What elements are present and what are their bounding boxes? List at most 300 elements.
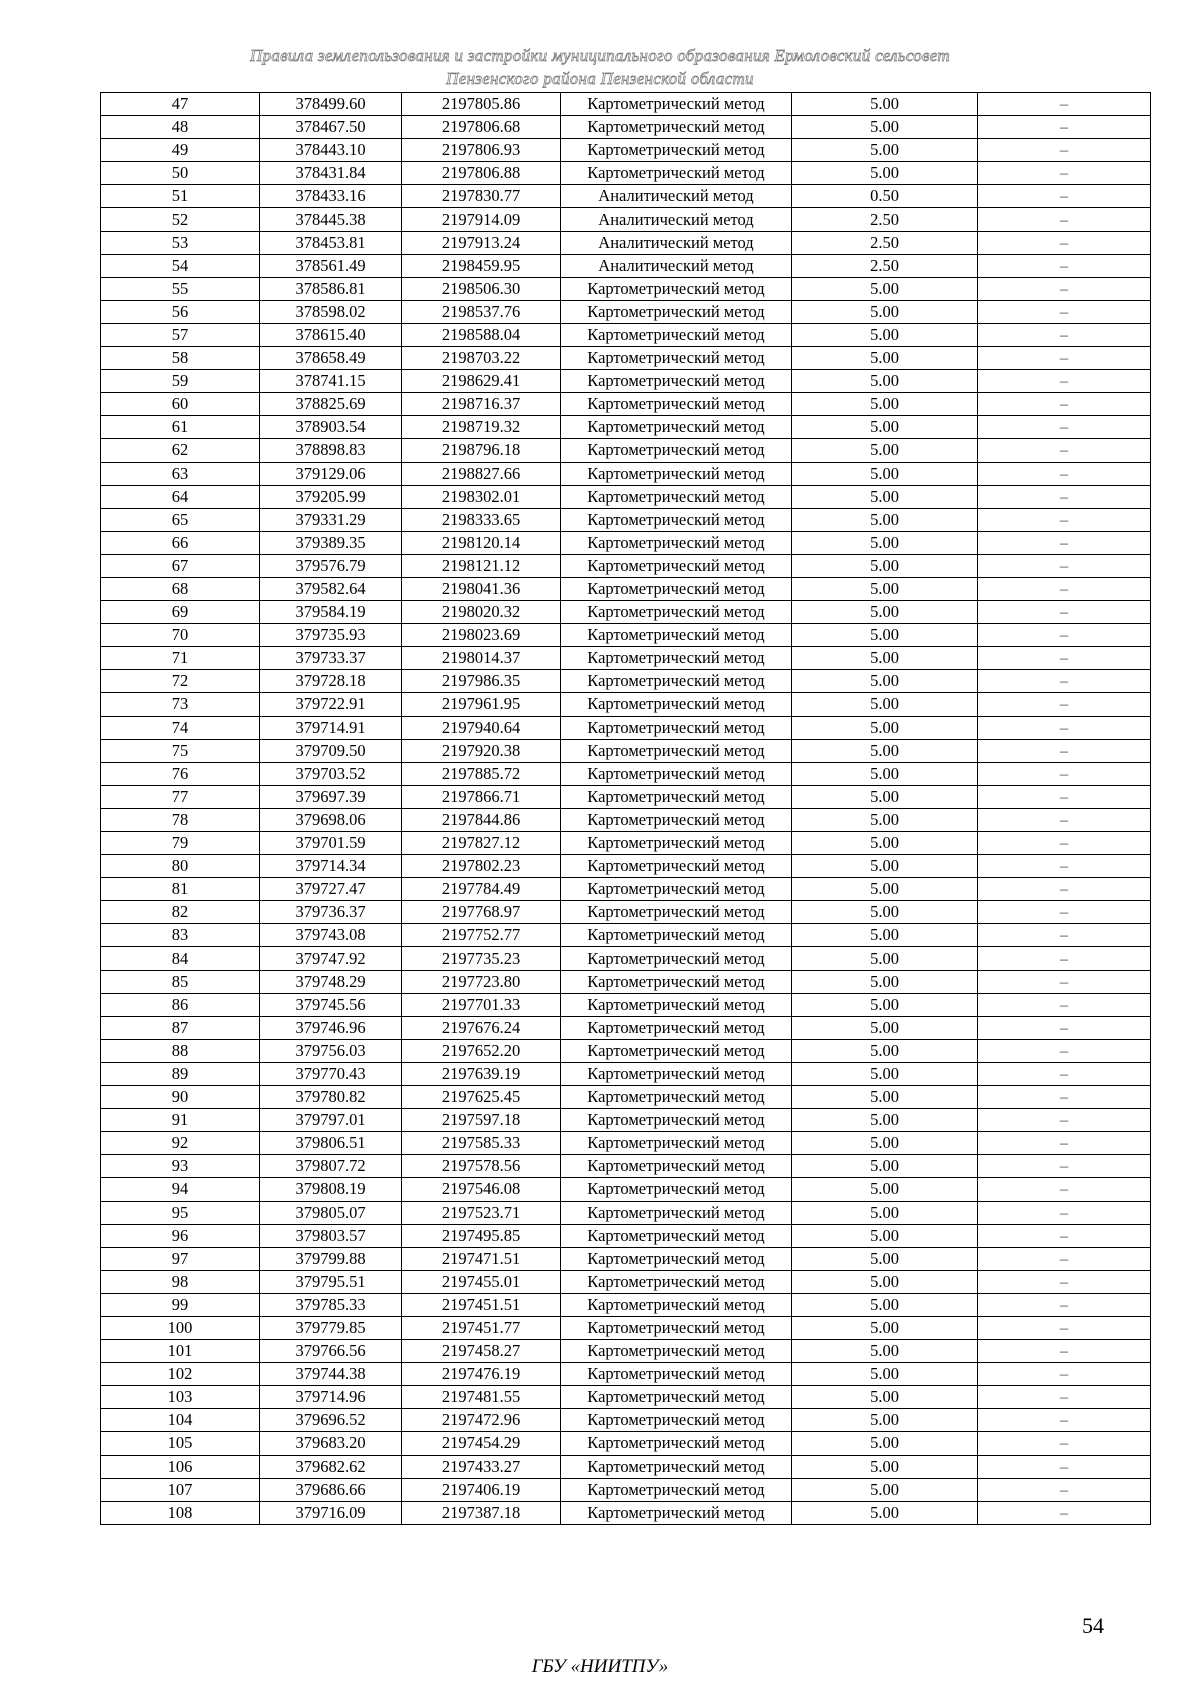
table-row	[101, 716, 1151, 739]
accuracy-cell: 5.00	[792, 1270, 978, 1293]
accuracy-cell: 5.00	[792, 485, 978, 508]
y-coordinate-cell: 2198121.12	[402, 554, 561, 577]
x-coordinate-cell: 378467.50	[260, 116, 402, 139]
point-number-cell: 101	[101, 1340, 260, 1363]
accuracy-cell: 5.00	[792, 139, 978, 162]
x-coordinate-cell: 379722.91	[260, 693, 402, 716]
note-cell: –	[978, 716, 1151, 739]
accuracy-cell: 5.00	[792, 1039, 978, 1062]
table-row	[101, 670, 1151, 693]
table-row	[101, 231, 1151, 254]
x-coordinate-cell: 379746.96	[260, 1016, 402, 1039]
table-row	[101, 1293, 1151, 1316]
method-cell: Картометрический метод	[561, 1478, 792, 1501]
point-number-cell: 90	[101, 1086, 260, 1109]
point-number-cell: 83	[101, 924, 260, 947]
accuracy-cell: 2.50	[792, 231, 978, 254]
y-coordinate-cell: 2197806.88	[402, 162, 561, 185]
y-coordinate-cell: 2197546.08	[402, 1178, 561, 1201]
accuracy-cell: 5.00	[792, 808, 978, 831]
y-coordinate-cell: 2197578.56	[402, 1155, 561, 1178]
accuracy-cell: 5.00	[792, 993, 978, 1016]
accuracy-cell: 5.00	[792, 462, 978, 485]
method-cell: Картометрический метод	[561, 554, 792, 577]
method-cell: Картометрический метод	[561, 416, 792, 439]
table-row	[101, 439, 1151, 462]
accuracy-cell: 5.00	[792, 601, 978, 624]
table-row	[101, 1270, 1151, 1293]
y-coordinate-cell: 2198506.30	[402, 277, 561, 300]
point-number-cell: 71	[101, 647, 260, 670]
accuracy-cell: 5.00	[792, 393, 978, 416]
x-coordinate-cell: 379714.96	[260, 1386, 402, 1409]
point-number-cell: 86	[101, 993, 260, 1016]
accuracy-cell: 5.00	[792, 370, 978, 393]
table-row	[101, 347, 1151, 370]
note-cell: –	[978, 462, 1151, 485]
method-cell: Картометрический метод	[561, 1224, 792, 1247]
method-cell: Картометрический метод	[561, 1247, 792, 1270]
note-cell: –	[978, 416, 1151, 439]
table-row	[101, 1501, 1151, 1524]
x-coordinate-cell: 378433.16	[260, 185, 402, 208]
table-row	[101, 162, 1151, 185]
y-coordinate-cell: 2198719.32	[402, 416, 561, 439]
note-cell: –	[978, 93, 1151, 116]
method-cell: Картометрический метод	[561, 300, 792, 323]
header-line-1: Правила землепользования и застройки муниципального образования Ермоловский сельсовет	[250, 46, 950, 65]
accuracy-cell: 5.00	[792, 832, 978, 855]
point-number-cell: 53	[101, 231, 260, 254]
y-coordinate-cell: 2197802.23	[402, 855, 561, 878]
point-number-cell: 52	[101, 208, 260, 231]
method-cell: Картометрический метод	[561, 1270, 792, 1293]
table-row	[101, 1432, 1151, 1455]
accuracy-cell: 5.00	[792, 1247, 978, 1270]
method-cell: Картометрический метод	[561, 1039, 792, 1062]
note-cell: –	[978, 855, 1151, 878]
x-coordinate-cell: 378443.10	[260, 139, 402, 162]
note-cell: –	[978, 485, 1151, 508]
note-cell: –	[978, 531, 1151, 554]
point-number-cell: 49	[101, 139, 260, 162]
y-coordinate-cell: 2197784.49	[402, 878, 561, 901]
note-cell: –	[978, 1363, 1151, 1386]
method-cell: Аналитический метод	[561, 231, 792, 254]
table-row	[101, 855, 1151, 878]
y-coordinate-cell: 2197885.72	[402, 762, 561, 785]
note-cell: –	[978, 970, 1151, 993]
y-coordinate-cell: 2197458.27	[402, 1340, 561, 1363]
point-number-cell: 87	[101, 1016, 260, 1039]
y-coordinate-cell: 2197585.33	[402, 1132, 561, 1155]
y-coordinate-cell: 2198020.32	[402, 601, 561, 624]
y-coordinate-cell: 2197639.19	[402, 1062, 561, 1085]
method-cell: Картометрический метод	[561, 1316, 792, 1339]
x-coordinate-cell: 379736.37	[260, 901, 402, 924]
table-row	[101, 1016, 1151, 1039]
note-cell: –	[978, 1432, 1151, 1455]
note-cell: –	[978, 1409, 1151, 1432]
point-number-cell: 88	[101, 1039, 260, 1062]
note-cell: –	[978, 832, 1151, 855]
point-number-cell: 75	[101, 739, 260, 762]
note-cell: –	[978, 601, 1151, 624]
x-coordinate-cell: 378431.84	[260, 162, 402, 185]
note-cell: –	[978, 739, 1151, 762]
note-cell: –	[978, 1201, 1151, 1224]
accuracy-cell: 5.00	[792, 1501, 978, 1524]
note-cell: –	[978, 808, 1151, 831]
note-cell: –	[978, 300, 1151, 323]
accuracy-cell: 5.00	[792, 716, 978, 739]
x-coordinate-cell: 379716.09	[260, 1501, 402, 1524]
accuracy-cell: 5.00	[792, 116, 978, 139]
accuracy-cell: 5.00	[792, 1409, 978, 1432]
method-cell: Картометрический метод	[561, 670, 792, 693]
note-cell: –	[978, 1455, 1151, 1478]
point-number-cell: 77	[101, 785, 260, 808]
accuracy-cell: 5.00	[792, 1132, 978, 1155]
accuracy-cell: 5.00	[792, 878, 978, 901]
x-coordinate-cell: 379803.57	[260, 1224, 402, 1247]
x-coordinate-cell: 379582.64	[260, 577, 402, 600]
x-coordinate-cell: 379709.50	[260, 739, 402, 762]
x-coordinate-cell: 379747.92	[260, 947, 402, 970]
method-cell: Картометрический метод	[561, 970, 792, 993]
y-coordinate-cell: 2197827.12	[402, 832, 561, 855]
method-cell: Картометрический метод	[561, 1340, 792, 1363]
y-coordinate-cell: 2197523.71	[402, 1201, 561, 1224]
point-number-cell: 95	[101, 1201, 260, 1224]
method-cell: Картометрический метод	[561, 647, 792, 670]
note-cell: –	[978, 208, 1151, 231]
table-row	[101, 577, 1151, 600]
point-number-cell: 63	[101, 462, 260, 485]
accuracy-cell: 5.00	[792, 277, 978, 300]
accuracy-cell: 5.00	[792, 1386, 978, 1409]
x-coordinate-cell: 378445.38	[260, 208, 402, 231]
x-coordinate-cell: 379703.52	[260, 762, 402, 785]
table-row	[101, 924, 1151, 947]
point-number-cell: 102	[101, 1363, 260, 1386]
y-coordinate-cell: 2198023.69	[402, 624, 561, 647]
method-cell: Картометрический метод	[561, 508, 792, 531]
method-cell: Картометрический метод	[561, 462, 792, 485]
x-coordinate-cell: 379806.51	[260, 1132, 402, 1155]
y-coordinate-cell: 2197805.86	[402, 93, 561, 116]
y-coordinate-cell: 2197752.77	[402, 924, 561, 947]
x-coordinate-cell: 379766.56	[260, 1340, 402, 1363]
accuracy-cell: 5.00	[792, 347, 978, 370]
x-coordinate-cell: 379756.03	[260, 1039, 402, 1062]
x-coordinate-cell: 379576.79	[260, 554, 402, 577]
point-number-cell: 103	[101, 1386, 260, 1409]
accuracy-cell: 5.00	[792, 1455, 978, 1478]
accuracy-cell: 5.00	[792, 1155, 978, 1178]
table-row	[101, 323, 1151, 346]
accuracy-cell: 5.00	[792, 416, 978, 439]
note-cell: –	[978, 577, 1151, 600]
method-cell: Картометрический метод	[561, 855, 792, 878]
accuracy-cell: 5.00	[792, 1224, 978, 1247]
x-coordinate-cell: 379129.06	[260, 462, 402, 485]
y-coordinate-cell: 2197481.55	[402, 1386, 561, 1409]
x-coordinate-cell: 379727.47	[260, 878, 402, 901]
y-coordinate-cell: 2197495.85	[402, 1224, 561, 1247]
accuracy-cell: 5.00	[792, 970, 978, 993]
accuracy-cell: 5.00	[792, 1016, 978, 1039]
note-cell: –	[978, 1086, 1151, 1109]
note-cell: –	[978, 254, 1151, 277]
note-cell: –	[978, 347, 1151, 370]
note-cell: –	[978, 1386, 1151, 1409]
point-number-cell: 97	[101, 1247, 260, 1270]
point-number-cell: 82	[101, 901, 260, 924]
table-row	[101, 1086, 1151, 1109]
point-number-cell: 96	[101, 1224, 260, 1247]
point-number-cell: 56	[101, 300, 260, 323]
accuracy-cell: 5.00	[792, 439, 978, 462]
method-cell: Картометрический метод	[561, 739, 792, 762]
accuracy-cell: 5.00	[792, 739, 978, 762]
y-coordinate-cell: 2198703.22	[402, 347, 561, 370]
x-coordinate-cell: 379807.72	[260, 1155, 402, 1178]
point-number-cell: 68	[101, 577, 260, 600]
accuracy-cell: 5.00	[792, 624, 978, 647]
table-row	[101, 1109, 1151, 1132]
table-row	[101, 1224, 1151, 1247]
table-row	[101, 1340, 1151, 1363]
table-row	[101, 531, 1151, 554]
x-coordinate-cell: 379799.88	[260, 1247, 402, 1270]
method-cell: Картометрический метод	[561, 1109, 792, 1132]
table-row	[101, 416, 1151, 439]
x-coordinate-cell: 379682.62	[260, 1455, 402, 1478]
table-row	[101, 762, 1151, 785]
x-coordinate-cell: 379696.52	[260, 1409, 402, 1432]
x-coordinate-cell: 379686.66	[260, 1478, 402, 1501]
point-number-cell: 93	[101, 1155, 260, 1178]
y-coordinate-cell: 2197920.38	[402, 739, 561, 762]
table-row	[101, 832, 1151, 855]
point-number-cell: 106	[101, 1455, 260, 1478]
table-row	[101, 1155, 1151, 1178]
method-cell: Картометрический метод	[561, 323, 792, 346]
x-coordinate-cell: 379808.19	[260, 1178, 402, 1201]
method-cell: Картометрический метод	[561, 1293, 792, 1316]
note-cell: –	[978, 1132, 1151, 1155]
x-coordinate-cell: 379744.38	[260, 1363, 402, 1386]
point-number-cell: 98	[101, 1270, 260, 1293]
note-cell: –	[978, 185, 1151, 208]
method-cell: Картометрический метод	[561, 693, 792, 716]
note-cell: –	[978, 139, 1151, 162]
note-cell: –	[978, 116, 1151, 139]
table-row	[101, 508, 1151, 531]
accuracy-cell: 5.00	[792, 924, 978, 947]
y-coordinate-cell: 2197768.97	[402, 901, 561, 924]
table-row	[101, 139, 1151, 162]
point-number-cell: 104	[101, 1409, 260, 1432]
note-cell: –	[978, 1247, 1151, 1270]
table-row	[101, 739, 1151, 762]
accuracy-cell: 0.50	[792, 185, 978, 208]
x-coordinate-cell: 378561.49	[260, 254, 402, 277]
x-coordinate-cell: 378658.49	[260, 347, 402, 370]
point-number-cell: 54	[101, 254, 260, 277]
table-row	[101, 1247, 1151, 1270]
method-cell: Картометрический метод	[561, 785, 792, 808]
x-coordinate-cell: 379785.33	[260, 1293, 402, 1316]
method-cell: Картометрический метод	[561, 601, 792, 624]
table-row	[101, 1039, 1151, 1062]
method-cell: Картометрический метод	[561, 1062, 792, 1085]
y-coordinate-cell: 2197406.19	[402, 1478, 561, 1501]
table-row	[101, 1363, 1151, 1386]
point-number-cell: 108	[101, 1501, 260, 1524]
point-number-cell: 91	[101, 1109, 260, 1132]
point-number-cell: 81	[101, 878, 260, 901]
method-cell: Картометрический метод	[561, 277, 792, 300]
method-cell: Картометрический метод	[561, 393, 792, 416]
y-coordinate-cell: 2197961.95	[402, 693, 561, 716]
method-cell: Картометрический метод	[561, 1363, 792, 1386]
note-cell: –	[978, 370, 1151, 393]
table-row	[101, 116, 1151, 139]
note-cell: –	[978, 1501, 1151, 1524]
accuracy-cell: 5.00	[792, 1178, 978, 1201]
point-number-cell: 72	[101, 670, 260, 693]
y-coordinate-cell: 2197676.24	[402, 1016, 561, 1039]
y-coordinate-cell: 2198796.18	[402, 439, 561, 462]
note-cell: –	[978, 624, 1151, 647]
method-cell: Картометрический метод	[561, 832, 792, 855]
y-coordinate-cell: 2197806.93	[402, 139, 561, 162]
method-cell: Картометрический метод	[561, 1455, 792, 1478]
table-row	[101, 1062, 1151, 1085]
table-row	[101, 647, 1151, 670]
note-cell: –	[978, 993, 1151, 1016]
y-coordinate-cell: 2198014.37	[402, 647, 561, 670]
y-coordinate-cell: 2198041.36	[402, 577, 561, 600]
method-cell: Картометрический метод	[561, 116, 792, 139]
method-cell: Картометрический метод	[561, 808, 792, 831]
y-coordinate-cell: 2197806.68	[402, 116, 561, 139]
x-coordinate-cell: 378615.40	[260, 323, 402, 346]
y-coordinate-cell: 2197701.33	[402, 993, 561, 1016]
accuracy-cell: 2.50	[792, 208, 978, 231]
x-coordinate-cell: 378825.69	[260, 393, 402, 416]
y-coordinate-cell: 2197723.80	[402, 970, 561, 993]
point-number-cell: 80	[101, 855, 260, 878]
accuracy-cell: 5.00	[792, 508, 978, 531]
method-cell: Картометрический метод	[561, 1386, 792, 1409]
point-number-cell: 76	[101, 762, 260, 785]
note-cell: –	[978, 323, 1151, 346]
table-row	[101, 393, 1151, 416]
accuracy-cell: 5.00	[792, 762, 978, 785]
accuracy-cell: 5.00	[792, 1062, 978, 1085]
table-row	[101, 185, 1151, 208]
method-cell: Картометрический метод	[561, 1432, 792, 1455]
point-number-cell: 55	[101, 277, 260, 300]
y-coordinate-cell: 2198588.04	[402, 323, 561, 346]
note-cell: –	[978, 277, 1151, 300]
note-cell: –	[978, 1062, 1151, 1085]
x-coordinate-cell: 379780.82	[260, 1086, 402, 1109]
table-row	[101, 624, 1151, 647]
method-cell: Картометрический метод	[561, 901, 792, 924]
point-number-cell: 92	[101, 1132, 260, 1155]
y-coordinate-cell: 2197472.96	[402, 1409, 561, 1432]
x-coordinate-cell: 379805.07	[260, 1201, 402, 1224]
method-cell: Картометрический метод	[561, 162, 792, 185]
x-coordinate-cell: 378586.81	[260, 277, 402, 300]
accuracy-cell: 5.00	[792, 1086, 978, 1109]
note-cell: –	[978, 947, 1151, 970]
accuracy-cell: 5.00	[792, 323, 978, 346]
point-number-cell: 47	[101, 93, 260, 116]
x-coordinate-cell: 379735.93	[260, 624, 402, 647]
accuracy-cell: 5.00	[792, 670, 978, 693]
y-coordinate-cell: 2197625.45	[402, 1086, 561, 1109]
accuracy-cell: 5.00	[792, 531, 978, 554]
table-row	[101, 208, 1151, 231]
accuracy-cell: 5.00	[792, 693, 978, 716]
x-coordinate-cell: 379797.01	[260, 1109, 402, 1132]
table-row	[101, 901, 1151, 924]
accuracy-cell: 5.00	[792, 300, 978, 323]
method-cell: Картометрический метод	[561, 1409, 792, 1432]
method-cell: Картометрический метод	[561, 531, 792, 554]
table-row	[101, 1132, 1151, 1155]
x-coordinate-cell: 379745.56	[260, 993, 402, 1016]
table-row	[101, 808, 1151, 831]
accuracy-cell: 5.00	[792, 1109, 978, 1132]
y-coordinate-cell: 2197476.19	[402, 1363, 561, 1386]
method-cell: Аналитический метод	[561, 254, 792, 277]
point-number-cell: 64	[101, 485, 260, 508]
x-coordinate-cell: 378903.54	[260, 416, 402, 439]
coordinates-table	[100, 92, 1151, 1525]
method-cell: Картометрический метод	[561, 1086, 792, 1109]
x-coordinate-cell: 379748.29	[260, 970, 402, 993]
running-header	[100, 44, 1100, 90]
table-row	[101, 993, 1151, 1016]
table-row	[101, 878, 1151, 901]
y-coordinate-cell: 2198333.65	[402, 508, 561, 531]
table-row	[101, 1201, 1151, 1224]
point-number-cell: 70	[101, 624, 260, 647]
accuracy-cell: 5.00	[792, 785, 978, 808]
y-coordinate-cell: 2197454.29	[402, 1432, 561, 1455]
accuracy-cell: 5.00	[792, 1316, 978, 1339]
point-number-cell: 60	[101, 393, 260, 416]
x-coordinate-cell: 379779.85	[260, 1316, 402, 1339]
method-cell: Картометрический метод	[561, 347, 792, 370]
x-coordinate-cell: 379728.18	[260, 670, 402, 693]
note-cell: –	[978, 439, 1151, 462]
y-coordinate-cell: 2198716.37	[402, 393, 561, 416]
table-row	[101, 370, 1151, 393]
note-cell: –	[978, 1224, 1151, 1247]
table-row	[101, 93, 1151, 116]
point-number-cell: 61	[101, 416, 260, 439]
point-number-cell: 84	[101, 947, 260, 970]
y-coordinate-cell: 2197913.24	[402, 231, 561, 254]
accuracy-cell: 2.50	[792, 254, 978, 277]
